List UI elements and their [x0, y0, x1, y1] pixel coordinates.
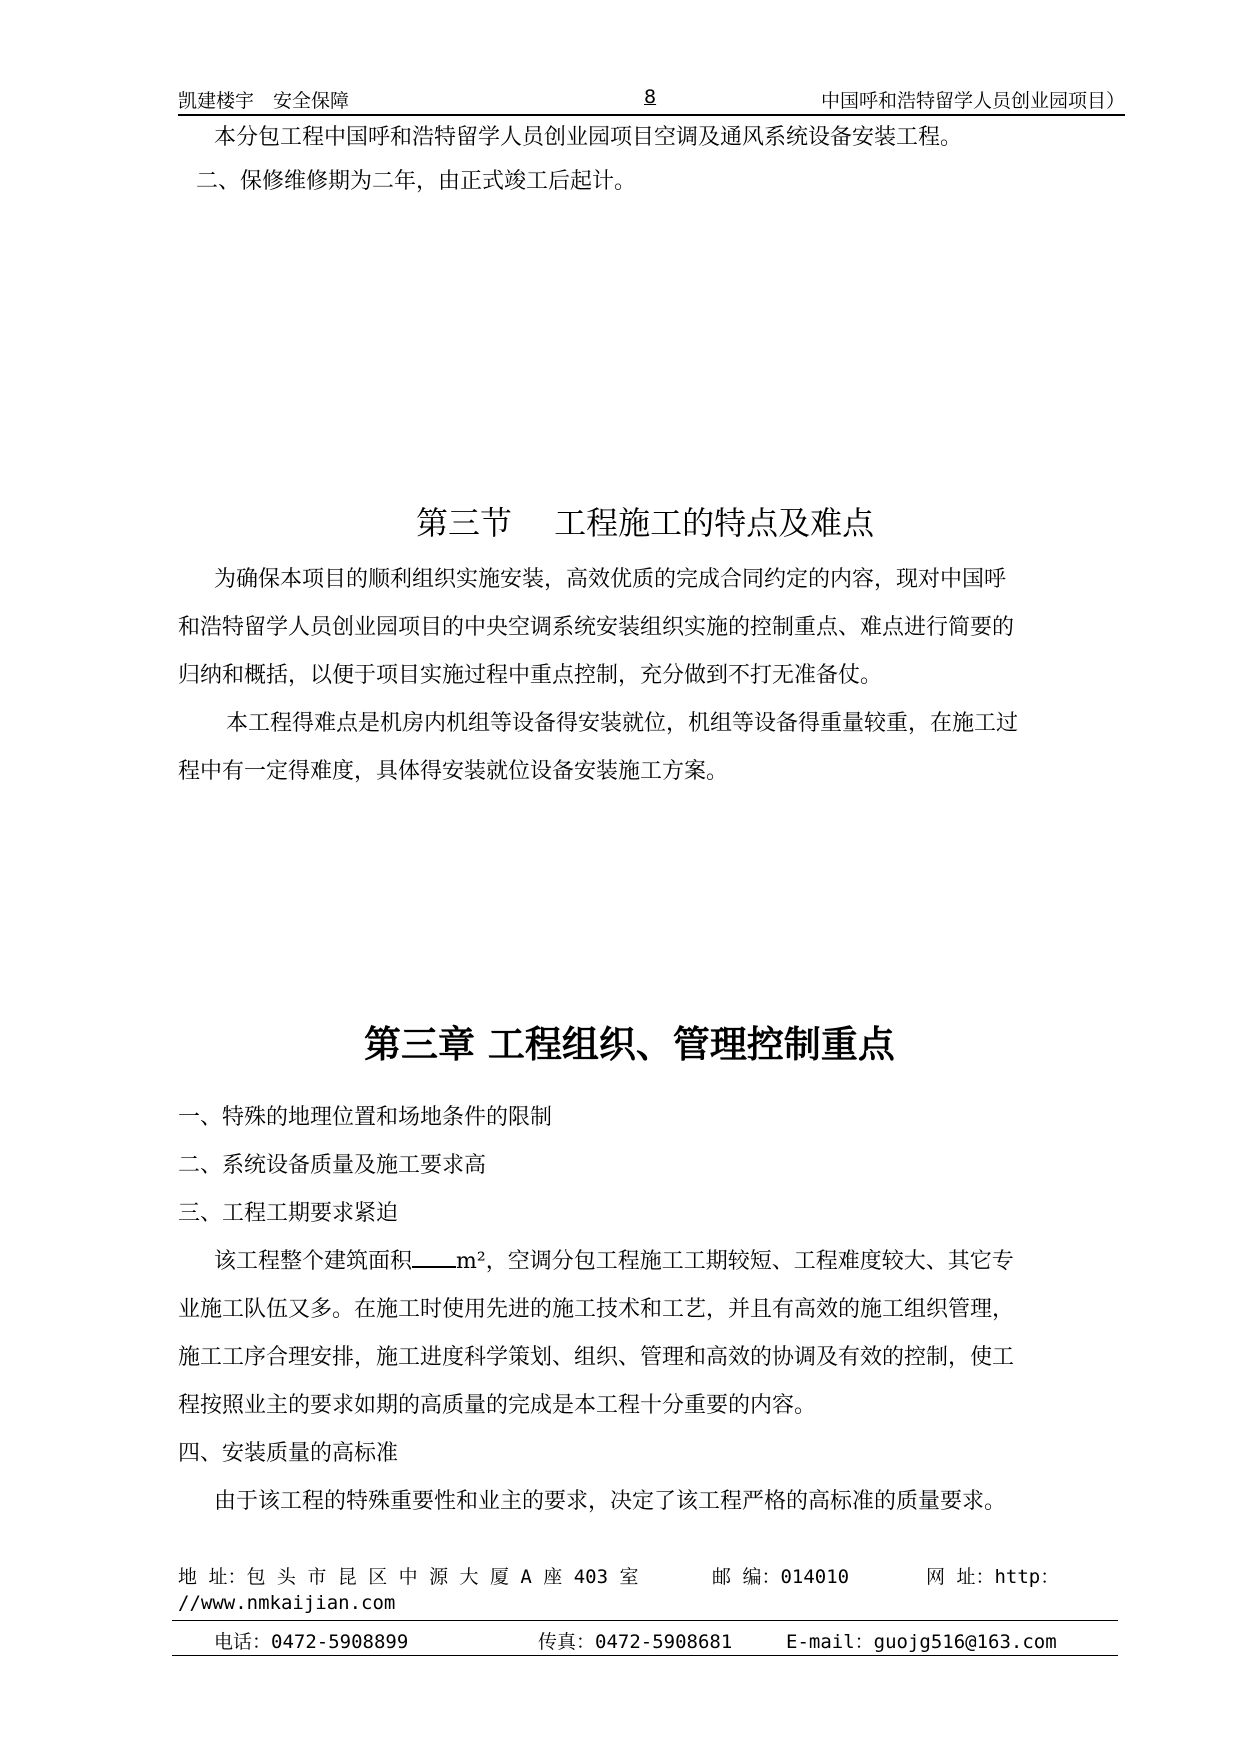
footer-postcode: 邮 编：014010 — [712, 1566, 850, 1588]
section-para1-line-2: 和浩特留学人员创业园项目的中央空调系统安装组织实施的控制重点、难点进行简要的 — [178, 615, 1015, 640]
section-title: 第三节 工程施工的特点及难点 — [416, 504, 875, 542]
area-blank — [412, 1246, 456, 1268]
chapter-item-2: 二、系统设备质量及施工要求高 — [178, 1153, 487, 1178]
chapter-para4: 由于该工程的特殊重要性和业主的要求，决定了该工程严格的高标准的质量要求。 — [214, 1489, 1007, 1514]
footer-address: 地 址：包 头 市 昆 区 中 源 大 厦 A 座 403 室 — [178, 1566, 639, 1588]
header-company: 凯建楼宇 安全保障 — [178, 90, 350, 112]
chapter-para3-line-3: 施工工序合理安排，施工进度科学策划、组织、管理和高效的协调及有效的控制，使工 — [178, 1345, 1015, 1370]
footer-website[interactable]: //www.nmkaijian.com — [178, 1592, 396, 1614]
page-header — [178, 86, 1125, 116]
section-para2-line-2: 程中有一定得难度，具体得安装就位设备安装施工方案。 — [178, 759, 729, 784]
section-para1-line-3: 归纳和概括，以便于项目实施过程中重点控制，充分做到不打无准备仗。 — [178, 663, 883, 688]
footer-email[interactable]: E-mail：guojg516@163.com — [786, 1631, 1057, 1653]
intro-line-1: 本分包工程中国呼和浩特留学人员创业园项目空调及通风系统设备安装工程。 — [214, 125, 963, 150]
para3-start: 该工程整个建筑面积 — [214, 1249, 413, 1274]
chapter-title: 第三章 工程组织、管理控制重点 — [364, 1023, 895, 1066]
para3-after-blank: m²，空调分包工程施工工期较短、工程难度较大、其它专 — [456, 1249, 1014, 1274]
chapter-para3-line-2: 业施工队伍又多。在施工时使用先进的施工技术和工艺，并且有高效的施工组织管理， — [178, 1297, 1015, 1322]
chapter-item-1: 一、特殊的地理位置和场地条件的限制 — [178, 1105, 553, 1130]
footer-divider-top — [172, 1620, 1118, 1621]
chapter-item-3: 三、工程工期要求紧迫 — [178, 1201, 399, 1226]
chapter-para3-line-4: 程按照业主的要求如期的高质量的完成是本工程十分重要的内容。 — [178, 1393, 817, 1418]
intro-line-2: 二、保修维修期为二年，由正式竣工后起计。 — [196, 169, 637, 194]
footer-phone: 电话：0472-5908899 — [214, 1631, 409, 1653]
section-para2-line-1: 本工程得难点是机房内机组等设备得安装就位，机组等设备得重量较重，在施工过 — [226, 711, 1019, 736]
section-para1-line-1: 为确保本项目的顺利组织实施安装，高效优质的完成合同约定的内容，现对中国呼 — [214, 567, 1007, 592]
chapter-item-4: 四、安装质量的高标准 — [178, 1441, 399, 1466]
footer-website-label: 网 址：http： — [926, 1566, 1060, 1588]
page-number: 8 — [644, 86, 657, 108]
footer-divider-bottom — [172, 1655, 1118, 1656]
footer-fax: 传真：0472-5908681 — [538, 1631, 733, 1653]
header-project: 中国呼和浩特留学人员创业园项目） — [820, 90, 1125, 112]
chapter-para3-line-1 — [214, 1240, 1014, 1284]
